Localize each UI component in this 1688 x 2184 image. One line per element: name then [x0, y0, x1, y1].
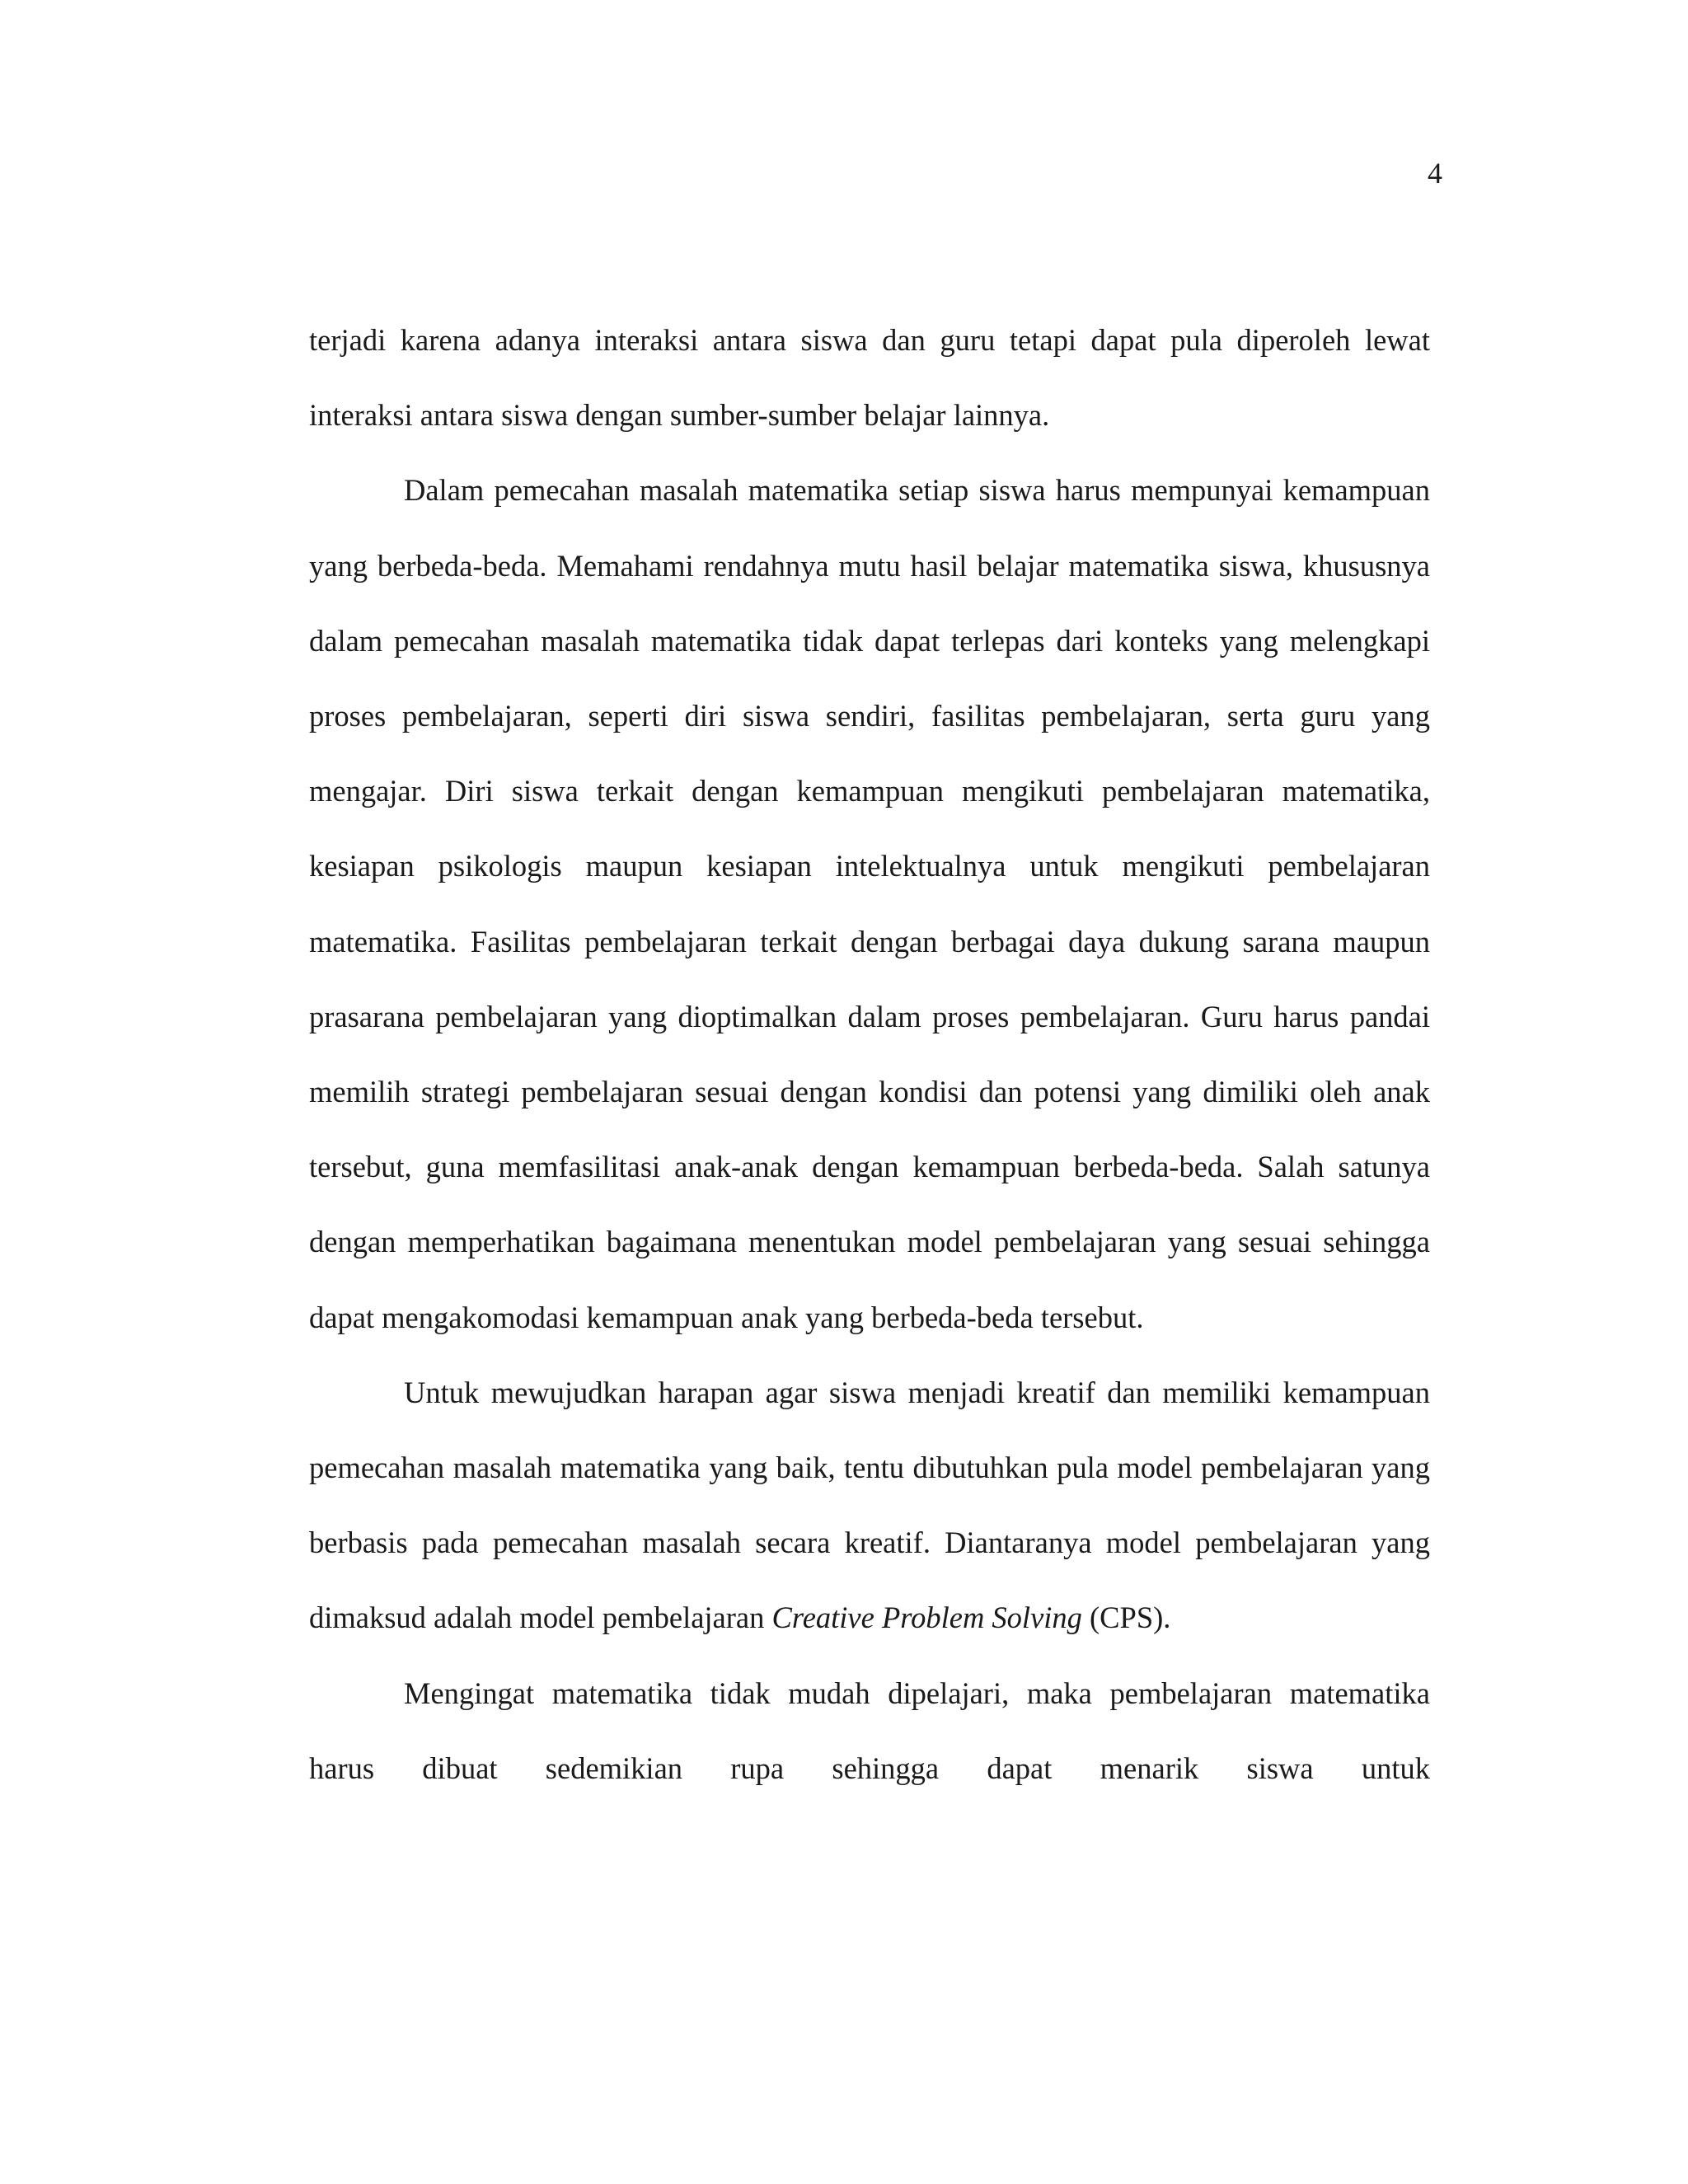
paragraph-1: terjadi karena adanya interaksi antara siswa dan guru tetapi dapat pula diperoleh lewat interaksi antara siswa dengan sumber-sumber belajar lainnya. [309, 323, 1430, 433]
page-number: 4 [1428, 157, 1442, 190]
paragraph-2: Dalam pemecahan masalah matematika setiap siswa harus mempunyai kemampuan yang berbeda-beda. Memahami rendahnya mutu hasil belajar matematika siswa, khususnya dalam pemecahan masalah matematika tidak dapat terlepas dari konteks yang melengkapi proses pembelajaran, seperti diri siswa sendiri, fasilitas pembelajaran, serta guru yang mengajar. Diri siswa terkait dengan kemampuan mengikuti pembelajaran matematika, kesiapan psikologis maupun kesiapan intelektualnya untuk mengikuti pembelajaran matematika. Fasilitas pembelajaran terkait dengan berbagai daya dukung sarana maupun prasarana pembelajaran yang dioptimalkan dalam proses pembelajaran. Guru harus pandai memilih strategi pembelajaran sesuai dengan kondisi dan potensi yang dimiliki oleh anak tersebut, guna memfasilitasi anak-anak dengan kemampuan berbeda-beda. Salah satunya dengan memperhatikan bagaimana menentukan model pembelajaran yang sesuai sehingga dapat mengakomodasi kemampuan anak yang berbeda-beda tersebut. [309, 473, 1430, 1334]
paragraph-4: Mengingat matematika tidak mudah dipelajari, maka pembelajaran matematika harus dibuat sedemikian rupa sehingga dapat menarik siswa untuk [309, 1675, 1430, 1785]
paragraph-3-text-after: (CPS). [1081, 1601, 1171, 1635]
body-text [309, 302, 1430, 1806]
paragraph-3-italic-term: Creative Problem Solving [771, 1601, 1082, 1635]
paragraph-3 [309, 1355, 1430, 1656]
paragraph-3-text-before: Untuk mewujudkan harapan agar siswa menjadi kreatif dan memiliki kemampuan pemecahan masalah matematika yang baik, tentu dibutuhkan pula model pembelajaran yang berbasis pada pemecahan masalah secara kreatif. Diantaranya model pembelajaran yang dimaksud adalah model pembelajaran [309, 1375, 1430, 1635]
